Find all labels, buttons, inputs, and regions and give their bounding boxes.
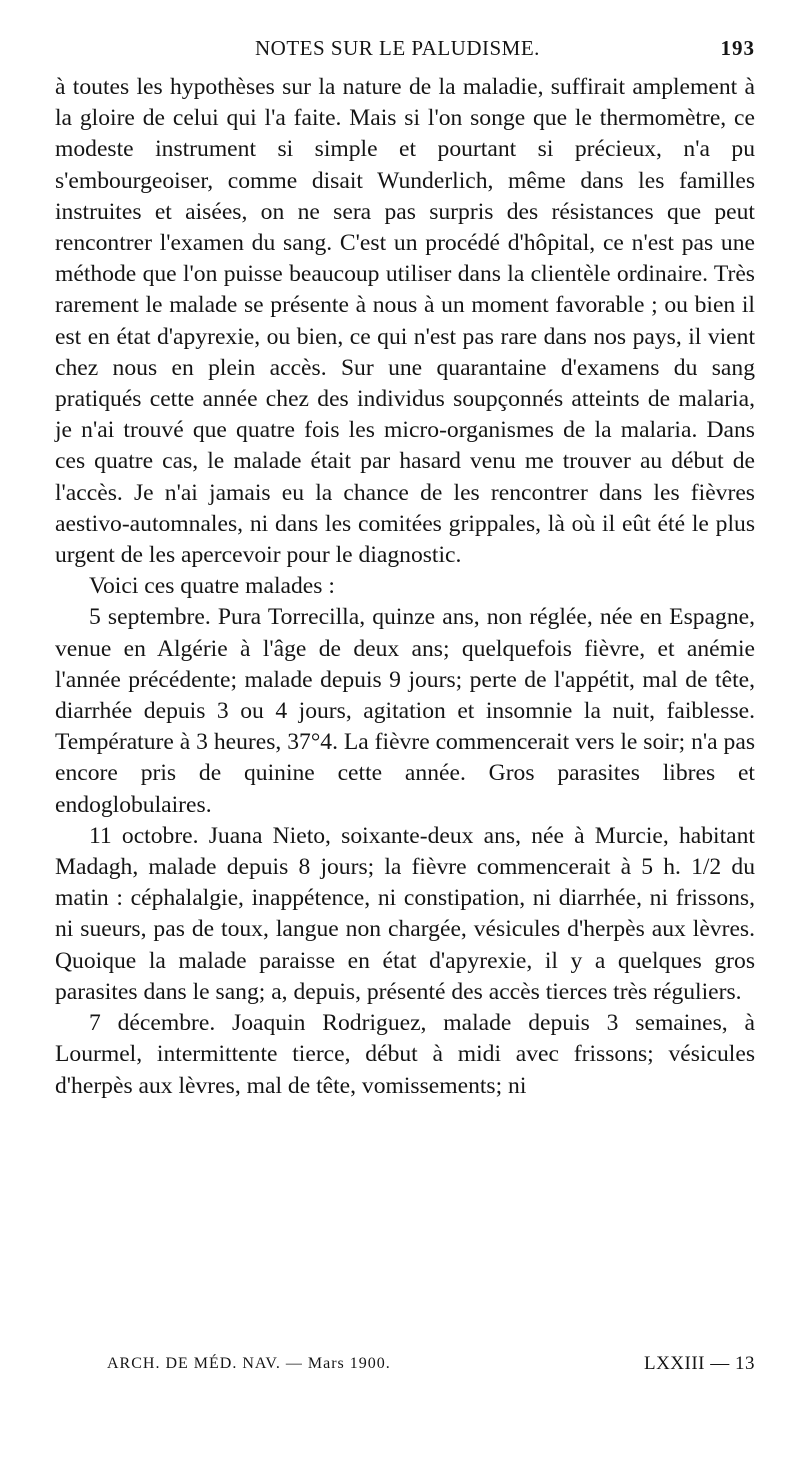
running-header: [55, 30, 755, 66]
body-text: [55, 72, 755, 1102]
document-page: [55, 30, 755, 1440]
footer-signature-left: ARCH. DE MÉD. NAV. — Mars 1900.: [107, 1355, 391, 1372]
footer-signature-right: LXXIII — 13: [643, 1353, 755, 1374]
paragraph-case-3: 7 décembre. Joaquin Rodriguez, malade depuis 3 semaines, à Lourmel, intermittente tierce, début à midi avec frissons; vésicules d'herpès aux lèvres, mal de tête, vomissements; ni: [55, 1010, 755, 1099]
paragraph-case-2: 11 octobre. Juana Nieto, soixante-deux ans, née à Murcie, habitant Madagh, malade depuis 8 jours; la fièvre commencerait à 5 h. 1/2 du matin : céphalalgie, inappétence, ni constipation, ni diarrhée, ni frissons, ni sueurs, pas de toux, langue non chargée, vésicules d'herpès aux lèvres. Quoique la malade paraisse en état d'apyrexie, il y a quelques gros parasites dans le sang; a, depuis, présenté des accès tierces très réguliers.: [55, 822, 755, 1005]
paragraph-intro-list: Voici ces quatre malades :: [89, 573, 335, 600]
running-title: NOTES SUR LE PALUDISME.: [255, 36, 540, 60]
paragraph-continuation: à toutes les hypothèses sur la nature de la maladie, suffirait amplement à la gloire de celui qui l'a faite. Mais si l'on songe que le thermomètre, ce modeste instrument si simple et pourtant si précieux, n'a pu s'embourgeoiser, comme disait Wunderlich, même dans les familles instruites et aisées, on ne sera pas surpris des résistances que peut rencontrer l'examen du sang. C'est un procédé d'hôpital, ce n'est pas une méthode que l'on puisse beaucoup utiliser dans la clientèle ordinaire. Très rarement le malade se présente à nous à un moment favorable ; ou bien il est en état d'apyrexie, ou bien, ce qui n'est pas rare dans nos pays, il vient chez nous en plein accès. Sur une quarantaine d'examens du sang pratiqués cette année chez des individus soupçonnés atteints de malaria, je n'ai trouvé que quatre fois les micro-organismes de la malaria. Dans ces quatre cas, le malade était par hasard venu me trouver au début de l'accès. Je n'ai jamais eu la chance de les rencontrer dans les fièvres aestivo-automnales, ni dans les comitées grippales, là où il eût été le plus urgent de les apercevoir pour le diagnostic.: [55, 74, 755, 569]
paragraph-case-1: 5 septembre. Pura Torrecilla, quinze ans, non réglée, née en Espagne, venue en Algérie à l'âge de deux ans; quelquefois fièvre, et anémie l'année précédente; malade depuis 9 jours; perte de l'appétit, mal de tête, diarrhée depuis 3 ou 4 jours, agitation et insomnie la nuit, faiblesse. Température à 3 heures, 37°4. La fièvre commencerait vers le soir; n'a pas encore pris de quinine cette année. Gros parasites libres et endoglobulaires.: [55, 604, 755, 818]
page-number: 193: [720, 36, 755, 60]
